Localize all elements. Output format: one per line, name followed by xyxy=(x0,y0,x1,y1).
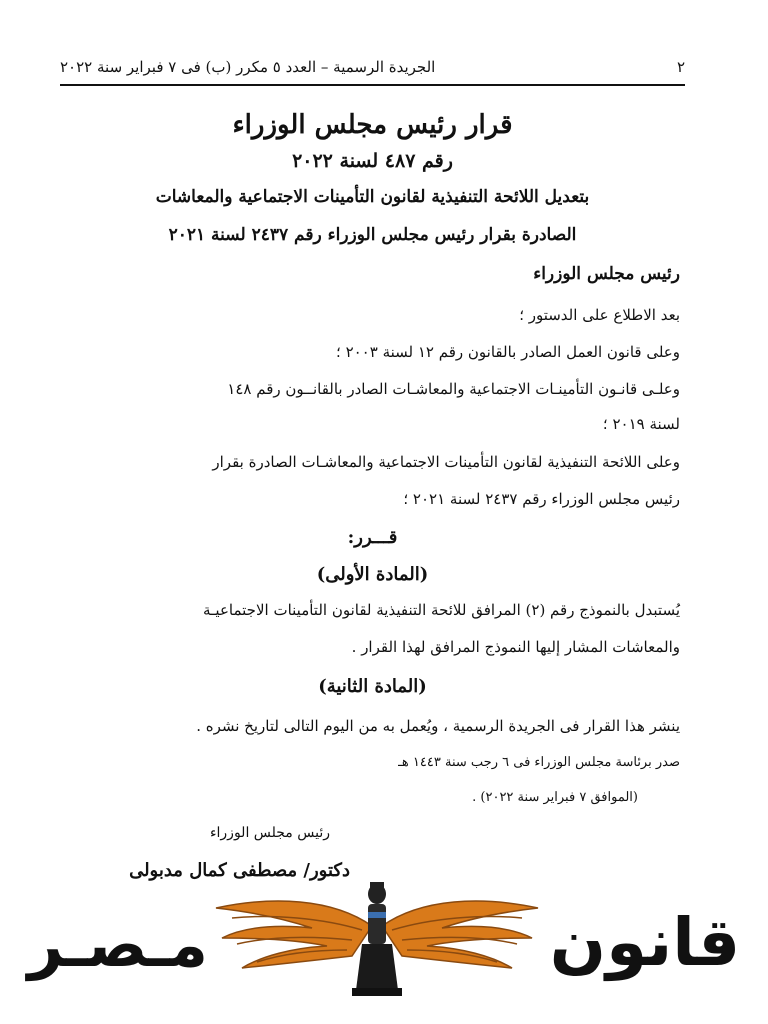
gazette-header xyxy=(60,52,685,82)
article1-heading: (المادة الأولى) xyxy=(316,564,429,585)
decided-heading: قـــرر: xyxy=(347,527,398,548)
issued-date: صدر برئاسة مجلس الوزراء فى ٦ رجب سنة ١٤٤٣ هـ xyxy=(398,755,680,770)
right-wing xyxy=(382,901,538,968)
watermark-right-text: قانون xyxy=(549,904,741,981)
signature-title: رئيس مجلس الوزراء xyxy=(209,825,330,841)
preamble-insurance-law-line1: وعلـى قانـون التأمينـات الاجتماعية والمعاشـات الصادر بالقانــون رقم ١٤٨ xyxy=(227,380,680,398)
preamble-regulation-line2: رئيس مجلس الوزراء رقم ٢٤٣٧ لسنة ٢٠٢١ ؛ xyxy=(403,490,680,508)
preamble-regulation-line1: وعلى اللائحة التنفيذية لقانون التأمينات الاجتماعية والمعاشـات الصادرة بقرار xyxy=(212,453,680,471)
article1-line1: يُستبدل بالنموذج رقم (٢) المرافق للائحة التنفيذية لقانون التأمينات الاجتماعيـة xyxy=(203,601,680,619)
preamble-insurance-law-line2: لسنة ٢٠١٩ ؛ xyxy=(602,415,680,433)
preamble-constitution: بعد الاطلاع على الدستور ؛ xyxy=(519,306,680,324)
watermark-left-text: مـصـر xyxy=(27,908,208,981)
article1-line2: والمعاشات المشار إليها النموذج المرافق لهذا القرار . xyxy=(351,638,680,656)
decree-title: قرار رئيس مجلس الوزراء xyxy=(232,110,513,140)
signature-name: دكتور/ مصطفى كمال مدبولى xyxy=(129,860,350,881)
article2-line1: ينشر هذا القرار فى الجريدة الرسمية ، ويُعمل به من اليوم التالى لتاريخ نشره . xyxy=(196,717,680,735)
corresponding-date: (الموافق ٧ فبراير سنة ٢٠٢٢) . xyxy=(472,790,638,805)
decree-number: رقم ٤٨٧ لسنة ٢٠٢٢ xyxy=(292,150,453,172)
decree-subject-line1: بتعديل اللائحة التنفيذية لقانون التأمينات الاجتماعية والمعاشات xyxy=(155,187,590,207)
decree-issuer: رئيس مجلس الوزراء xyxy=(533,264,680,284)
article2-heading: (المادة الثانية) xyxy=(318,676,427,697)
gazette-title: الجريدة الرسمية – العدد ٥ مكرر (ب) فى ٧ فبراير سنة ٢٠٢٢ xyxy=(60,58,436,76)
decree-subject-line2: الصادرة بقرار رئيس مجلس الوزراء رقم ٢٤٣٧ لسنة ٢٠٢١ xyxy=(168,225,577,245)
page-number: ٢ xyxy=(676,58,685,76)
header-divider xyxy=(60,84,685,86)
left-wing xyxy=(216,901,372,968)
preamble-labor-law: وعلى قانون العمل الصادر بالقانون رقم ١٢ لسنة ٢٠٠٣ ؛ xyxy=(336,343,680,361)
winged-goddess-icon xyxy=(212,878,542,1002)
